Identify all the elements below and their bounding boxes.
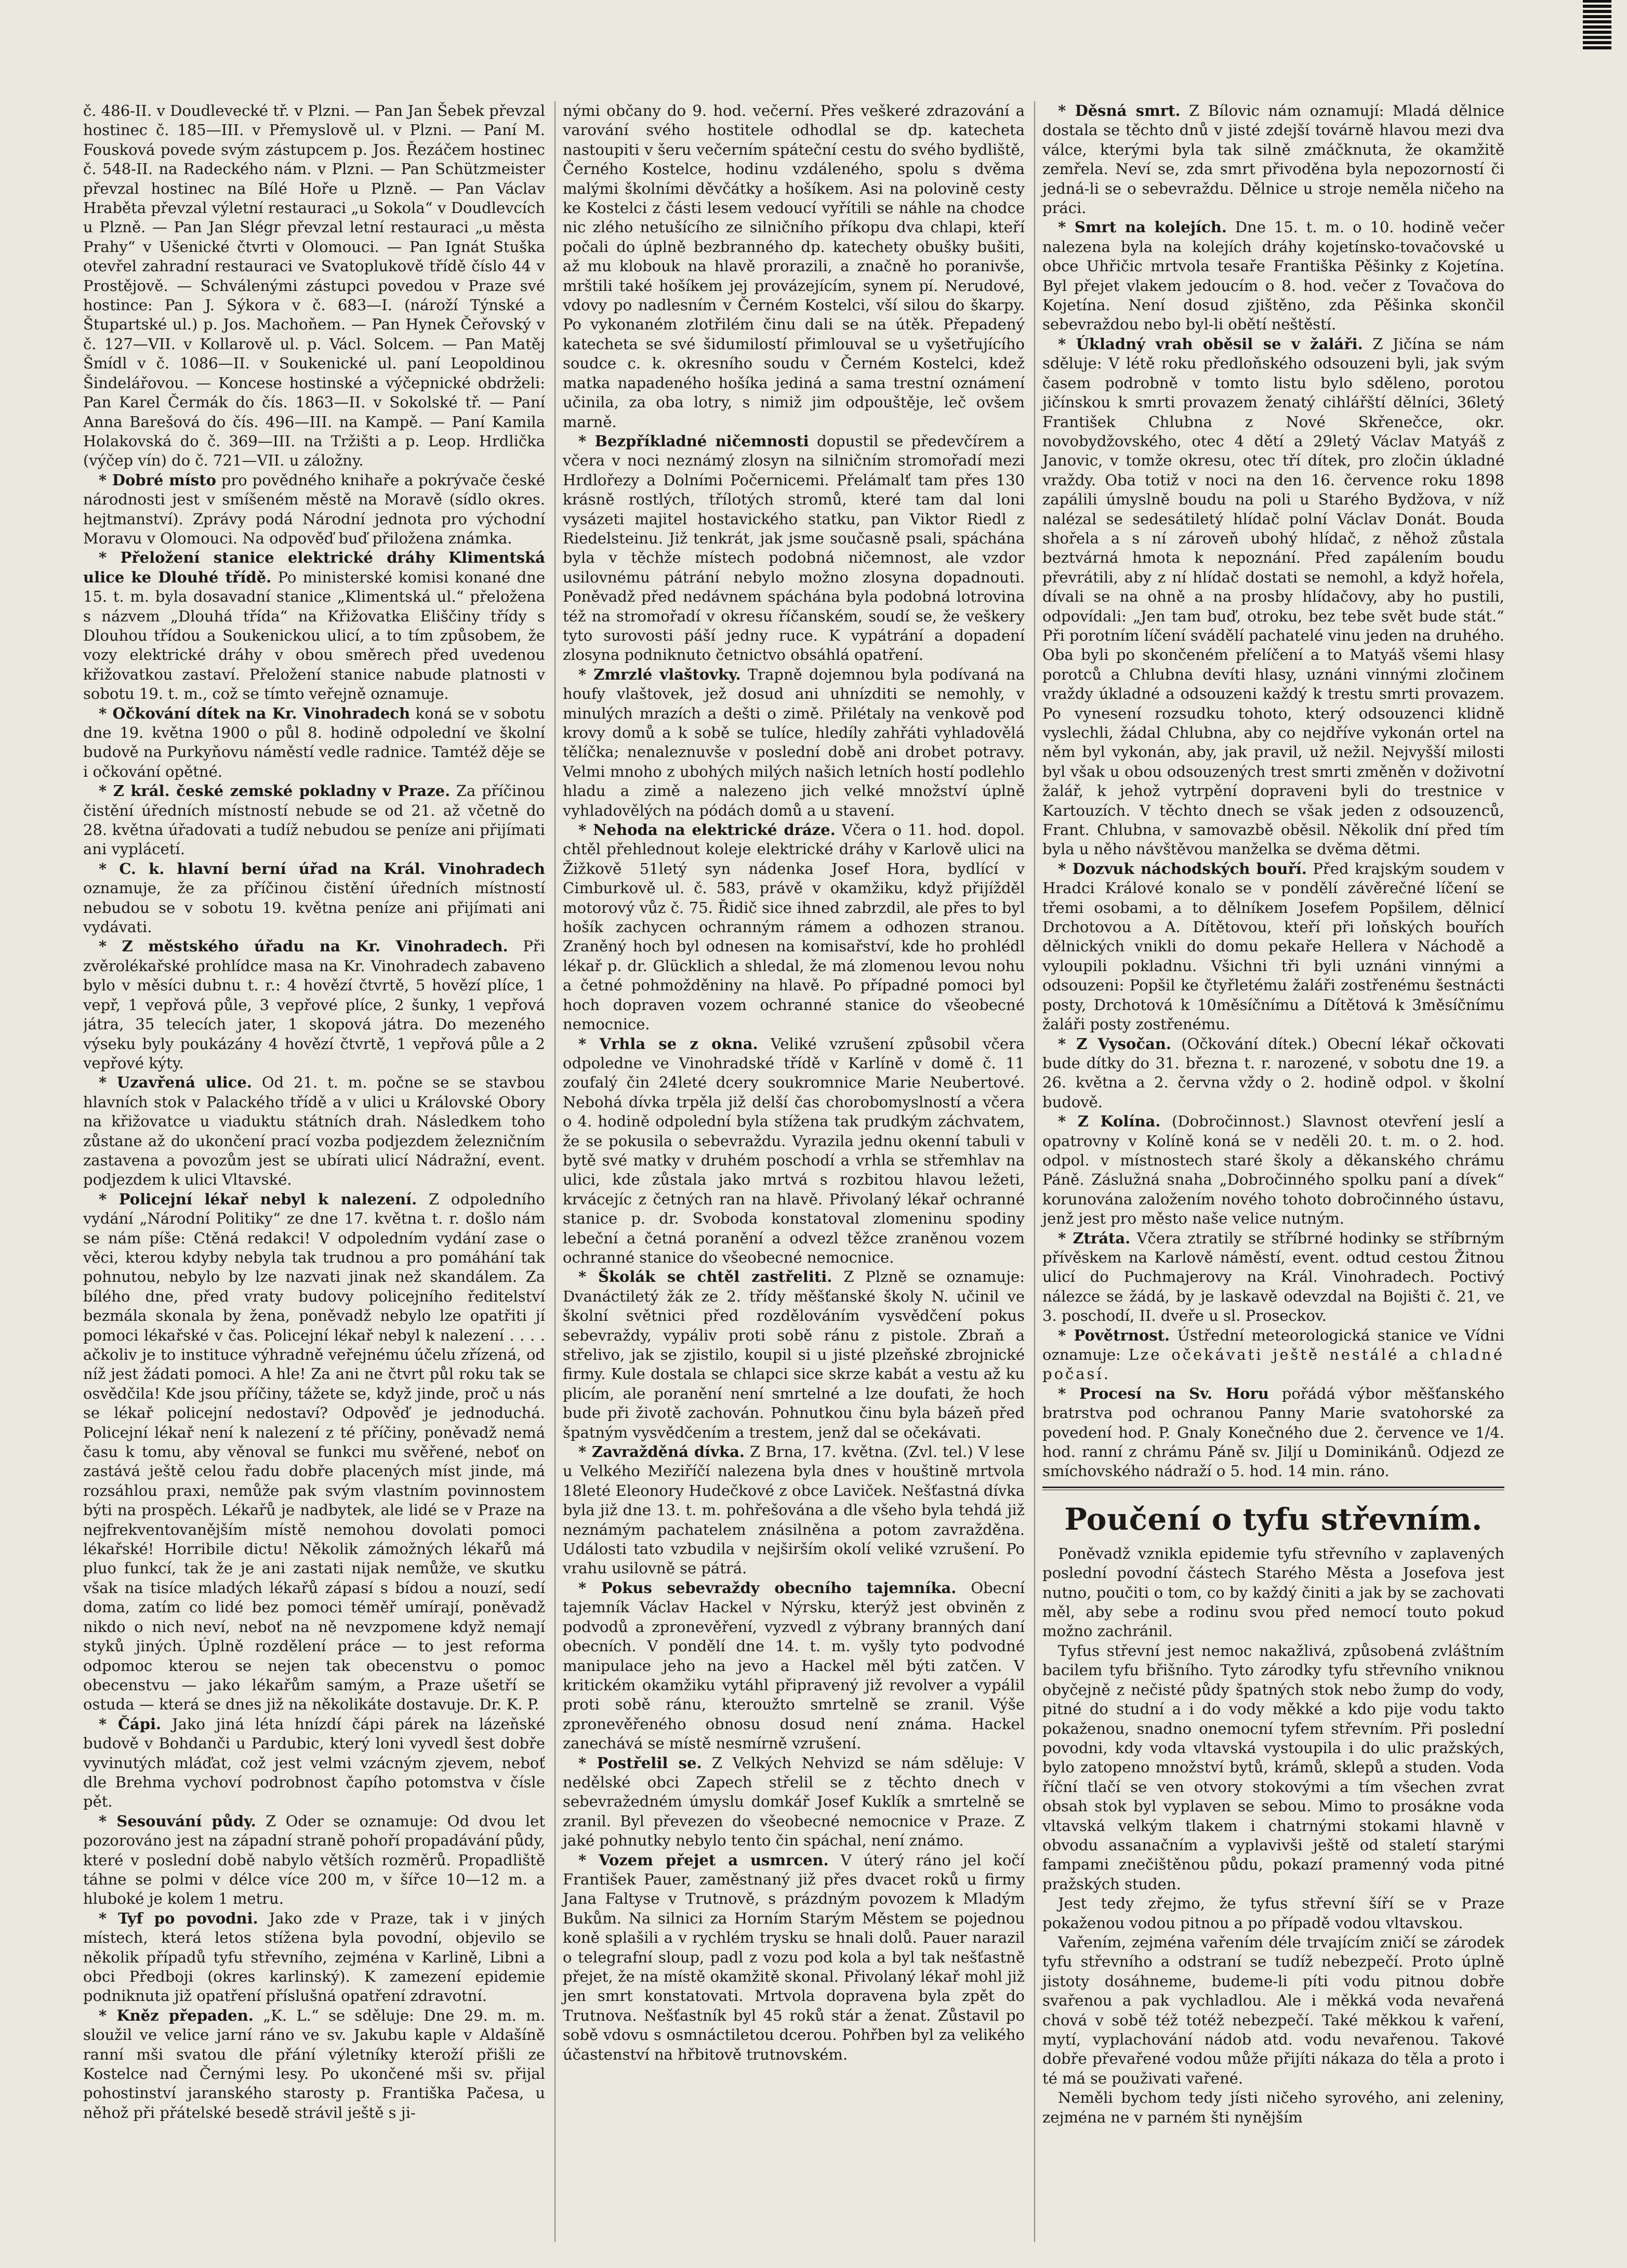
column-right	[1034, 101, 1504, 2242]
news-item-text: Za příčinou čistění úředních místností nebude se od 21. až včetně do 28. května úřadovati a tudíž nebudou se peníze ani přijímati ani vyplácetí.	[83, 782, 545, 858]
news-item-headline: * Ztráta.	[1058, 1229, 1131, 1247]
news-item-text: koná se v sobotu dne 19. května 1900 o půl 8. hodině odpolední ve školní budově na Purkyňovu náměstí vedle radnice. Tamtéž děje se i očkování opětné.	[83, 704, 545, 780]
news-item-text: Trapně dojemnou byla podívaná na houfy vlaštovek, jež dosud ani uhnízditi se nemohly, v minulých mrazích a dešti o zimě. Přilétaly na venkově pod krovy domů a k sobě se tulíce, hledíly zahřáti vyhladovělá tělíčka; nenaleznuvše v poslední době ani drobet potravy. Velmi mnoho z ubohých milých našich letních hostí podlehlo hladu a zimě a nalezeno jich velké množství úplně vyhladovělých na pódách domů a u stavení.	[563, 665, 1025, 819]
article-columns	[83, 101, 1504, 2242]
news-item-headline: * Postřelil se.	[578, 1754, 702, 1772]
news-item	[563, 1579, 1025, 1754]
news-item-headline: * Nehoda na elektrické dráze.	[578, 821, 836, 839]
news-item	[83, 548, 545, 704]
news-item-text: „K. L.“ se sděluje: Dne 29. m. m. sloužil ve velice jarní ráno ve sv. Jakubu kaple v Aldašíně ranní mši svatou dle přání výletníky kteroží přišli ze Kostelce nad Černými lesy. Po ukončené mši sv. přijal pohostinství jaranského starosty p. Františka Pačesa, u něhož při přátelské besedě strávil ještě s ji-	[83, 2006, 545, 2121]
news-item-headline: * Procesí na Sv. Horu	[1058, 1384, 1269, 1402]
news-item-text: Jako zde v Praze, tak i v jiných místech, která letos stížena byla povodní, objevilo se několik případů tyfu střevního, zejména v Karlině, Libni a obci Předboji (okres karlinský). K zamezení epidemie podniknuta již opatření příslušná opatření zdravotní.	[83, 1909, 545, 2005]
news-item-headline: * Z městského úřadu na Kr. Vinohradech.	[99, 937, 508, 956]
news-item	[563, 820, 1025, 1034]
notices-right	[1042, 101, 1504, 1481]
news-item-text: Včera ztratily se stříbrné hodinky se stříbrným přívěskem na Karlově náměstí, event. odtud cestou Žitnou ulicí do Puchmajerovy na Král. Vinohradech. Poctivý nálezce se žádá, by je laskavě odevzdal na Bojišti č. 21, ve 3. poschodí, II. dveře u sl. Proseckov.	[1042, 1229, 1504, 1325]
news-item-text: Při zvěrolékařské prohlídce masa na Kr. Vinohradech zabaveno bylo v měsíci dubnu t. r.: 4 hovězí čtvrtě, 5 hovězí plíce, 1 vepř, 1 vepřová půle, 3 vepřové plíce, 2 šunky, 1 vepřová játra, 35 telecích jater, 1 skopová játra. Do mezeného výseku byly poukázány 4 hovězí čtvrtě, 1 vepřová půle a 2 vepřové kýty.	[83, 937, 545, 1072]
typhus-paragraph: Vařením, zejména vařením déle trvajícím zničí se zárodek tyfu střevního a odstraní se tudíž nebezpečí. Proto úplně jistoty dosáhneme, budeme-li píti vodu pitnou dobře svařenou a pak vychladlou. Ale i měkká voda nevařená chová v sobě též totéž nebezpečí. Také měkkou k vaření, mytí, vyplachování nádob atd. vodu nevařenou. Takové dobře převařené vodou může přijíti nákaza do těla a proto i té má se použivati vařené.	[1042, 1933, 1504, 2087]
news-item	[83, 1812, 545, 1909]
news-item-text: Po ministerské komisi konané dne 15. t. m. byla dosavadní stanice „Klimentská ul.“ přeložena s názvem „Dlouhá třída“ na Křižovatka Eliščiny třídy s Dlouhou třídou a Soukenickou ulicí, a to tím způsobem, že vozy elektrické dráhy v obou směrech před uvedenou křižovatkou zastaví. Přeložení stanice nabude platnosti v sobotu 19. t. m., což se tímto veřejně oznamuje.	[83, 568, 545, 703]
news-item-headline: * Děsná smrt.	[1058, 102, 1181, 120]
news-item-text: Ústřední meteorologická stanice ve Vídni oznamuje:	[1042, 1326, 1504, 1363]
typhus-paragraph: Neměli bychom tedy jísti ničeho syrového, ani zeleniny, zejména ne v parném šti nynějším	[1042, 2089, 1504, 2126]
news-item-text: pro povědného knihaře a pokrývače české národnosti jest v smíšeném městě na Moravě (sídlo okres. hejtmanství). Zprávy podá Národní jednota pro východní Moravu v Olomouci. Na odpověď buď přiložena známka.	[83, 471, 545, 547]
news-item-headline: * Kněz přepaden.	[99, 2006, 254, 2024]
news-item-headline: * Bezpříkladné ničemnosti	[578, 432, 809, 450]
typhus-section-title: Poučení o tyfu střevním.	[1064, 1501, 1483, 1537]
news-item-headline: * Tyf po povodni.	[99, 1909, 258, 1927]
news-item	[563, 1442, 1025, 1579]
news-item	[563, 1754, 1025, 1851]
news-item-text: (Dobročinnost.) Slavnost otevření jeslí a opatrovny v Kolíně koná se v neděli 20. t. m. o 2. hod. odpol. v místnostech staré školy a děkanského chrámu Páně. Záslužná snaha „Dobročinného spolku paní a dívek“ korunována založením nového tohoto dobročinného ústavu, jenž jest pro město naše velice nutným.	[1042, 1112, 1504, 1228]
news-item-headline: * Povětrnost.	[1058, 1326, 1170, 1344]
news-item-headline: * Sesouvání půdy.	[99, 1812, 256, 1830]
weather-forecast-text: Lze očekávati ještě nestálé a chladné počasí.	[1042, 1346, 1504, 1383]
news-item	[563, 101, 1025, 432]
news-item	[1042, 218, 1504, 334]
news-item-text: oznamuje, že za příčinou čistění úředních místností nebudou se v sobotu 19. května peníze ani přijímati ani vydávati.	[83, 879, 545, 936]
scan-corner-mark	[1583, 0, 1611, 49]
typhus-section-body	[1042, 1544, 1504, 2127]
news-item-text: Z Oder se oznamuje: Od dvou let pozorováno jest na západní straně pohoří propadávání půdy, které v poslední době nabylo větších rozměrů. Propadliště táhne se polmi v délce více 200 m, v šířce 10—12 m. a hluboké je kolem 1 metru.	[83, 1812, 545, 1908]
news-item-text: pořádá výbor měšťanského bratrstva pod ochranou Panny Marie svatohorské za povedení hod. P. Gnaly Konečného due 2. července ve 1/4. hod. ranní z chrámu Páně sv. Jiljí u Dominikánů. Odjezd ze smíchovského nádraží o 5. hod. 14 min. ráno.	[1042, 1384, 1504, 1480]
news-item-headline: * Zavražděná dívka.	[578, 1443, 745, 1461]
news-item	[1042, 859, 1504, 1034]
news-item	[1042, 1384, 1504, 1481]
news-item-text: Obecní tajemník Václav Hackel v Nýrsku, kterýž jest obviněn z podvodů a zpronevěření, vyzvedl z výbrany branných daní obecních. V pondělí dne 14. t. m. vyšly tyto podvodné manipulace jeho na jevo a Hackel měl býti zatčen. V kritickém okamžiku vytáhl připravený již revolver a vypálil proti sobě ránu, kteroužto smrtelně se zranil. Výše zpronevěřeného obnosu dosud není známa. Hackel zanechává se místě nesmírně vzrušení.	[563, 1579, 1025, 1753]
section-divider	[1042, 1487, 1504, 1490]
news-item-headline: * Dobré místo	[99, 471, 216, 489]
news-item	[83, 859, 545, 937]
news-item	[83, 704, 545, 782]
news-item	[563, 1267, 1025, 1442]
news-item	[1042, 1229, 1504, 1326]
news-item	[83, 2006, 545, 2123]
typhus-paragraph: Poněvadž vznikla epidemie tyfu střevního v zaplavených poslední povodní částech Starého Města a Josefova jest nutno, poučiti o tom, co by každý činiti a jak by se zachovati měl, aby sebe a rodinu svou před nemocí touto pokud možno zachránil.	[1042, 1544, 1504, 1640]
news-item-headline: * Vozem přejet a usmrcen.	[578, 1851, 829, 1869]
news-item	[83, 471, 545, 549]
news-item	[83, 1190, 545, 1715]
column-middle	[554, 101, 1025, 2242]
typhus-paragraph: Tyfus střevní jest nemoc nakažlivá, způsobená zvláštním bacilem tyfu břišního. Tyto zárodky tyfu střevního vniknou obyčejně z nečisté půdy špatných stok nebo žump do vody, pitné do studní a i do vody měkké a kdo pije vodu takto pokaženou, snadno onemocní tyfem střevním. Při poslední povodni, kdy voda vltavská vystoupila i do ulic pražských, bylo zatopeno množství bytů, krámů, sklepů a studen. Voda říční tlačí se ven otvory stokovými a tím všechen zvrat obsah stok byl vyplaven se sebou. Mimo to prosákne voda vltavská velkým tlakem i chatrnými stokami hlavně v obvodu assanačním a vyplavivši ještě od staletí starými fampami znečištěnou půdu, pokazí pramenný voda pitné pražských studen.	[1042, 1641, 1504, 1893]
news-item-headline: * Policejní lékař nebyl k nalezení.	[99, 1190, 417, 1208]
news-item-headline: * Smrt na kolejích.	[1058, 218, 1227, 236]
news-item-headline: * Očkování dítek na Kr. Vinohradech	[99, 704, 411, 722]
news-item-headline: * C. k. hlavní berní úřad na Král. Vinohradech	[99, 859, 545, 878]
news-item-headline: * Školák se chtěl zastřeliti.	[578, 1268, 832, 1286]
news-item-text: Veliké vzrušení způsobil včera odpoledne ve Vinohradské třídě v Karlíně v domě č. 11 zoufalý čin 24leté dcery soukromnice Marie Neubertové. Nebohá dívka trpěla již delší čas chorobomyslností a včera o 4. hodině odpolední byla stížena tak prudkým záchvatem, že se pokusila o sebevraždu. Vyrazila jednu okenní tabuli v bytě své matky v druhém poschodí a vrhla se střemhlav na ulici, kde zůstala jako mrtvá s rozbitou hlavou ležeti, krvácejíc z četných ran na hlavě. Přivolaný lékař ochranné stanice p. dr. Svoboda konstatoval zlomeninu spodiny lebeční a četná poranění a odvezl těžce zraněnou vozem ochranné stanice do všeobecné nemocnice.	[563, 1034, 1025, 1266]
column-left	[83, 101, 545, 2242]
news-item-text: Z Velkých Nehvizd se nám sděluje: V nedělské obci Zapech střelil se z těchto dnech v sebevražedném úmyslu domkář Josef Kuklík a smrtelně se zranil. Byl převezen do všeobecné nemocnice v Praze. Z jaké pohnutky nebylo tento čin spáchal, není známo.	[563, 1754, 1025, 1850]
news-item-text: Z Brna, 17. května. (Zvl. tel.) V lese u Velkého Meziříčí nalezena byla dnes v houštině mrtvola 18leté Eleonory Hudečkové z obce Laviček. Nešťastná dívka byla již dne 13. t. m. pohřešována a dle všeho byla tehdá již neznámým pachatelem znásilněna a potom zavražděna. Události tato vzbudila v nejširším okolí veliké vzrušení. Po vrahu usilovně se pátrá.	[563, 1443, 1025, 1577]
news-item-text: V úterý ráno jel kočí František Pauer, zaměstnaný již přes dvacet roků u firmy Jana Faltyse v Trutnově, s prázdným povozem k Mladým Bukům. Na silnici za Horním Starým Městem se pojednou koně splašili a v rychlém trysku se hnali dolů. Pauer narazil o telegrafní sloup, padl z vozu pod kola a byl tak nešťastně přejet, že na místě okamžitě skonal. Přivolaný lékař mohl již jen smrt konstatovati. Mrtvola dopravena byla zpět do Trutnova. Nešťastník byl 45 roků stár a ženat. Zůstavil po sobě vdovu s osmnáctiletou dcerou. Pohřben byl za velikého účastenství na hřbitově trutnovském.	[563, 1851, 1025, 2063]
news-item	[83, 1073, 545, 1189]
news-item	[83, 781, 545, 859]
news-item-text: Včera o 11. hod. dopol. chtěl přehlednout koleje elektrické dráhy v Karlově ulici na Žižkově 51letý syn nádenka Josef Hora, bydlící v Cimburkově ul. č. 583, právě v okamžiku, když přijížděl motorový vůz č. 75. Řidič sice ihned zabrzdil, ale přes to byl hošík zachycen ochranným rámem a odhozen stranou. Zraněný hoch byl odnesen na komisařství, kde ho prohlédl lékař p. dr. Glücklich a shledal, že má zlomenou levou nohu a četné pohmožděniny na hlavě. Po případné pomoci byl hoch dopraven vozem ochranné stanice do všeobecné nemocnice.	[563, 821, 1025, 1033]
news-item	[83, 1909, 545, 2006]
news-item-headline: * Dozvuk náchodských bouří.	[1058, 859, 1307, 878]
news-item	[83, 937, 545, 1073]
news-item	[563, 1034, 1025, 1268]
news-item	[1042, 1112, 1504, 1228]
news-item-headline: * Z Kolína.	[1058, 1112, 1161, 1131]
news-item-headline: * Přeložení stanice elektrické dráhy Klimentská ulice ke Dlouhé třídě.	[83, 549, 545, 586]
news-item-headline: * Z Vysočan.	[1058, 1034, 1171, 1053]
news-item-text: Z Jičína se nám sděluje: V létě roku předloňského odsouzeni byli, jak svým časem podrobně v tomto listu bylo sděleno, porotou jičínskou k smrti provazem ženatý cihlářští dělníci, 36letý František Chlubna z Nové Skřenečce, okr. novobydžovského, otec 4 dětí a 29letý Václav Matyáš z Janovic, v tomže okresu, otec tří dítek, pro zločin úkladné vraždy. Oba totiž v noci na den 16. července roku 1898 zapálili úmyslně boudu na poli u Starého Bydžova, v níž nalézal se sedesátiletý hlídač polní Václav Donát. Bouda shořela a s ní zároveň ubohý hlídač, z něhož zůstala beztvárná hmota k nepoznání. Před zapálením boudu převrátili, aby z ní hlídač dostati se nemohl, a když hořela, dívali se na ohně a na prosby hlídačovy, aby ho pustili, odpovídali: „Jen tam buď, otroku, bez tebe svět bude stát.“ Při porotním líčení svádělí pachatelé vinu jeden na druhého. Oba byli po skončeném přelíčení a to Matyáš všemi hlasy porotců a Chlubna devíti hlasy, uznáni vinnými zločinem vraždy úkladné a odsouzeni každý k trestu smrti provazem. Po vynesení rozsudku tohoto, který odsouzenci klidně vyslechli, žádal Chlubna, aby co nejdříve vykonán ortel na něm byl vykonán, aby, jak pravil, už nežil. Nejvyšší milosti byl však u obou odsouzených trest smrti změněn v doživotní žalář, k jehož vytrpění dopraveni byli do trestnice v Kartouzích. V těchto dnech se však jeden z odsouzenců, Frant. Chlubna, v samovazbě oběsil. Několik dní před tím byla u něho návštěvou manželka se dvěma dětmi.	[1042, 335, 1504, 858]
news-item-text: Od 21. t. m. počne se se stavbou hlavních stok v Palackého třídě a v ulici u Královské Obory na křižovatce u viaduktu státních drah. Následkem toho zůstane až do ukončení prací vozba podjezdem železničním zastavena a povozům jest se ubírati ulicí Nádražní, event. podjezdem k ulici Vltavské.	[83, 1073, 545, 1189]
news-item	[563, 432, 1025, 665]
news-item	[83, 101, 545, 471]
news-item-headline: * Úkladný vrah oběsil se v žaláři.	[1058, 335, 1363, 353]
news-item-text: dopustil se předevčírem a včera v noci neznámý zlosyn na silničním stromořadí mezi Hrdlořezy a Dolními Počernicemi. Přelámalť tam přes 130 krásně rostlých, třílotých stromů, které tam dal loni vysázeti majitel hostavického statku, pan Viktor Riedl z Riedelsteinu. Již tenkrát, jak jsme současně psali, spáchána byla v těchže místech podobná ničemnost, ale vzdor usilovnému pátrání nebylo možno zlosyna dopadnouti. Poněvadž před nedávnem spáchána byla podobná lotrovina též na stromořadí v okresu říčanském, soudí se, že veškery tyto surovosti páší jedny ruce. K vypátrání a dopadení zlosyna podniknuto četnictvo obsáhlá opatření.	[563, 432, 1025, 664]
news-item-headline: * Zmrzlé vlaštovky.	[578, 665, 741, 683]
news-item	[563, 1851, 1025, 2064]
news-item-headline: * Čápi.	[99, 1715, 162, 1733]
news-item-text: Z odpoledního vydání „Národní Politiky“ ze dne 17. května t. r. došlo nám se nám píše: Ctěná redakci! V odpoledním vydání zase o věci, kterou kdyby nebyla tak trudnou a pro pomáhání tak pohnutou, nebylo by lze nazvati jinak než skandálem. Za bílého dne, před vraty budovy policejního ředitelství bezmála skonala by žena, poněvadž nebylo lze opatřiti jí pomoci lékařské v čas. Policejní lékař nebyl k nalezení . . . . ačkoliv je to instituce výhradně veřejnému účelu zřízená, od níž jest žádati pomoci. A hle! Za ani ne čtvrt půl roku tak se osvědčila! Kde jsou příčiny, tážete se, když jinde, proč u nás se lékař policejní nedostaví? Odpověď je jednoduchá. Policejní lékař není k nalezení z té příčiny, poněvadž nemá času k tomu, aby věnoval se funkci mu svěřené, neboť on zastává ještě celou řadu dobře placených míst jinde, má rozsáhlou praxi, nemůže pak svým vlastním povinnostem býti na prospěch. Lékařů je nadbytek, ale lidé se v Praze na nejfrekventovanějším místě nemohou dovolati pomoci lékařské! Horribile dictu! Několik zámožných lékařů má pluo funkcí, tak že je ani zastati nijak nemůže, ve skutku však na tisíce mladých lékařů zápasí s bídou a nouzí, sedí doma, zatím co lidé bez pomoci téměř umírají, poněvadž nikdo o nich neví, neboť na ně nevzpomene když nemají styků jiných. Úplně rozdělení práce — to jest reforma odpomoc kterou se nejen tak obecenstvu o pomoc obecenstvu — jako lékařům samým, a Praze ušetří se ostuda — která se dnes již na několikáte dostavuje. Dr. K. P.	[83, 1190, 545, 1714]
news-item	[1042, 101, 1504, 218]
news-item-headline: * Z král. české zemské pokladny v Praze.	[99, 782, 451, 800]
news-item-text: Před krajským soudem v Hradci Králové konalo se v pondělí závěrečné líčení se třemi osobami, a to dělníkem Josefem Popšilem, dělnicí Drchotovou a A. Dítětovou, kteří při loňských bouřích dělnických vnikli do domu pekaře Hellera v Náchodě a vyloupili pokladnu. Všichni tři byli uznáni vinnými a odsouzeni: Popšil ke čtyřletému žaláři zostřenému šestnácti posty, Drchotová k 10měsíčnímu a Dítětová k 3měsíčnímu žaláři posty zostřenému.	[1042, 859, 1504, 1033]
news-item	[563, 665, 1025, 820]
news-item	[83, 1715, 545, 1812]
news-item-text: Z Plzně se oznamuje: Dvanáctiletý žák ze 2. třídy měšťanské školy N. učinil ve školní světnici před rozdělováním vysvědčení pokus sebevraždy, vypáliv proti sobě ránu z pistole. Zbraň a střelivo, jak se zjistilo, koupil si u jisté plzeňské zbrojnické firmy. Kule dostala se chlapci sice skrze kabát a vestu až ku plicím, ale poranění není smrtelné a lze doufati, že hoch bude při životě zachován. Pohnutkou činu byla bázeň před špatným vysvědčením a trestem, jenž dal se očekávati.	[563, 1268, 1025, 1441]
news-item-text: (Očkování dítek.) Obecní lékař očkovati bude dítky do 31. března t. r. narozené, v sobotu dne 19. a 26. května a 2. června vždy o 2. hodině odpol. v školní budově.	[1042, 1034, 1504, 1111]
news-item	[1042, 1034, 1504, 1112]
news-item-text: Jako jiná léta hnízdí čápi párek na lázeňské budově v Bohdanči u Pardubic, který loni vyvedl šest dobře vyvinutých mláďat, což jest velmi vzácným zjevem, neboť dle Brehma vychoví podrobnost čapího potomstva v čísle pět.	[83, 1715, 545, 1811]
news-item-text: Z Bílovic nám oznamují: Mladá dělnice dostala se těchto dnů v jisté zdejší továrně hlavou mezi dva válce, kterými byla tak silně zmáčknuta, že okamžitě zemřela. Neví se, zda smrt přivoděna byla nepozorností či jedná-li se o sebevraždu. Dělnice u stroje neměla ničeho na práci.	[1042, 102, 1504, 217]
news-item-headline: * Uzavřená ulice.	[99, 1073, 252, 1092]
news-item	[1042, 1326, 1504, 1384]
news-item-text: nými občany do 9. hod. večerní. Přes veškeré zdrazování a varování svého hostitele odhodlal se dp. katecheta nastoupiti v šeru večerním spáteční cestu do svého bydliště, Černého Kostelce, hodinu vzdáleného, spolu s dvěma malými školními děvčátky a hošíkem. Asi na polovině cesty ke Kostelci z části lesem vedoucí vyřítili se náhle na chodce nic zlého netušícího ze silničního příkopu dva chlapi, kteří počali do úplně bezbranného dp. katechety obušky bušiti, až mu klobouk na hlavě prorazili, a značně ho poranivše, mrštili také hošíkem jej provázejícím, synem pí. Nerudové, vdovy po nadlesním v Černém Kostelci, vší silou do škarpy. Po vykonaném zlotřilém činu dali se na útěk. Přepadený katecheta se své šidumilostí přimlouval se u vyšetřujícího soudce c. k. okresního soudu v Černém Kostelci, kdež matka napadeného hošíka jediná a sama trestní oznámení učinila, za oba lotry, s nimiž jim odpouštěje, leč ovšem marně.	[563, 102, 1025, 431]
news-item-headline: * Pokus sebevraždy obecního tajemníka.	[578, 1579, 957, 1597]
news-item	[1042, 335, 1504, 859]
news-item-text: Dne 15. t. m. o 10. hodině večer nalezena byla na kolejích dráhy kojetínsko-tovačovské u obce Uhřičic mrtvola tesaře Františka Pěšinky z Kojetína. Byl přejet vlakem jedoucím o 8. hod. večer z Tovačova do Kojetína. Není dosud zjištěno, zda Pěšinka skončil sebevraždou nebo byl-li obětí neštěstí.	[1042, 218, 1504, 334]
news-item-headline: * Vrhla se z okna.	[578, 1034, 758, 1053]
news-item-text: č. 486-II. v Doudlevecké tř. v Plzni. — Pan Jan Šebek převzal hostinec č. 185—III. v Přemyslově ul. v Plzni. — Paní M. Fousková povede svým zástupcem p. Jos. Řezáčem hostinec č. 548-II. na Radeckého nám. v Plzni. — Pan Schützmeister převzal hostinec na Bílé Hoře u Plzně. — Pan Václav Hraběta převzal výletní restauraci „u Sokola“ v Doudlevcích u Plzně. — Pan Jan Slégr převzal letní restauraci „u města Prahy“ v Ušenické čtvrti v Olomouci. — Pan Ignát Stuška otevřel zahradní restauraci ve Svatoplukově třídě číslo 44 v Prostějově. — Schválenými zástupci povedou v Praze své hostince: Pan J. Sýkora v č. 683—I. (nároží Týnské a Štupartské ul.) p. Jos. Machoňem. — Pan Hynek Čeřovský v č. 127—VII. v Kollarově ul. p. Václ. Solcem. — Pan Matěj Šmídl v č. 1086—II. v Soukenické ul. paní Leopoldinou Šindelářovou. — Koncese hostinské a výčepnické obdrželi: Pan Karel Čermák do čís. 1863—II. v Sokolské tř. — Paní Anna Barešová do čís. 496—III. na Kampě. — Paní Kamila Holakovská do č. 369—III. na Tržišti a p. Leop. Hrdlička (výčep vín) do č. 721—VII. u záložny.	[83, 102, 545, 470]
typhus-paragraph: Jest tedy zřejmo, že tyfus střevní šíří se v Praze pokaženou vodou pitnou a po případě vodou vltavskou.	[1042, 1894, 1504, 1932]
